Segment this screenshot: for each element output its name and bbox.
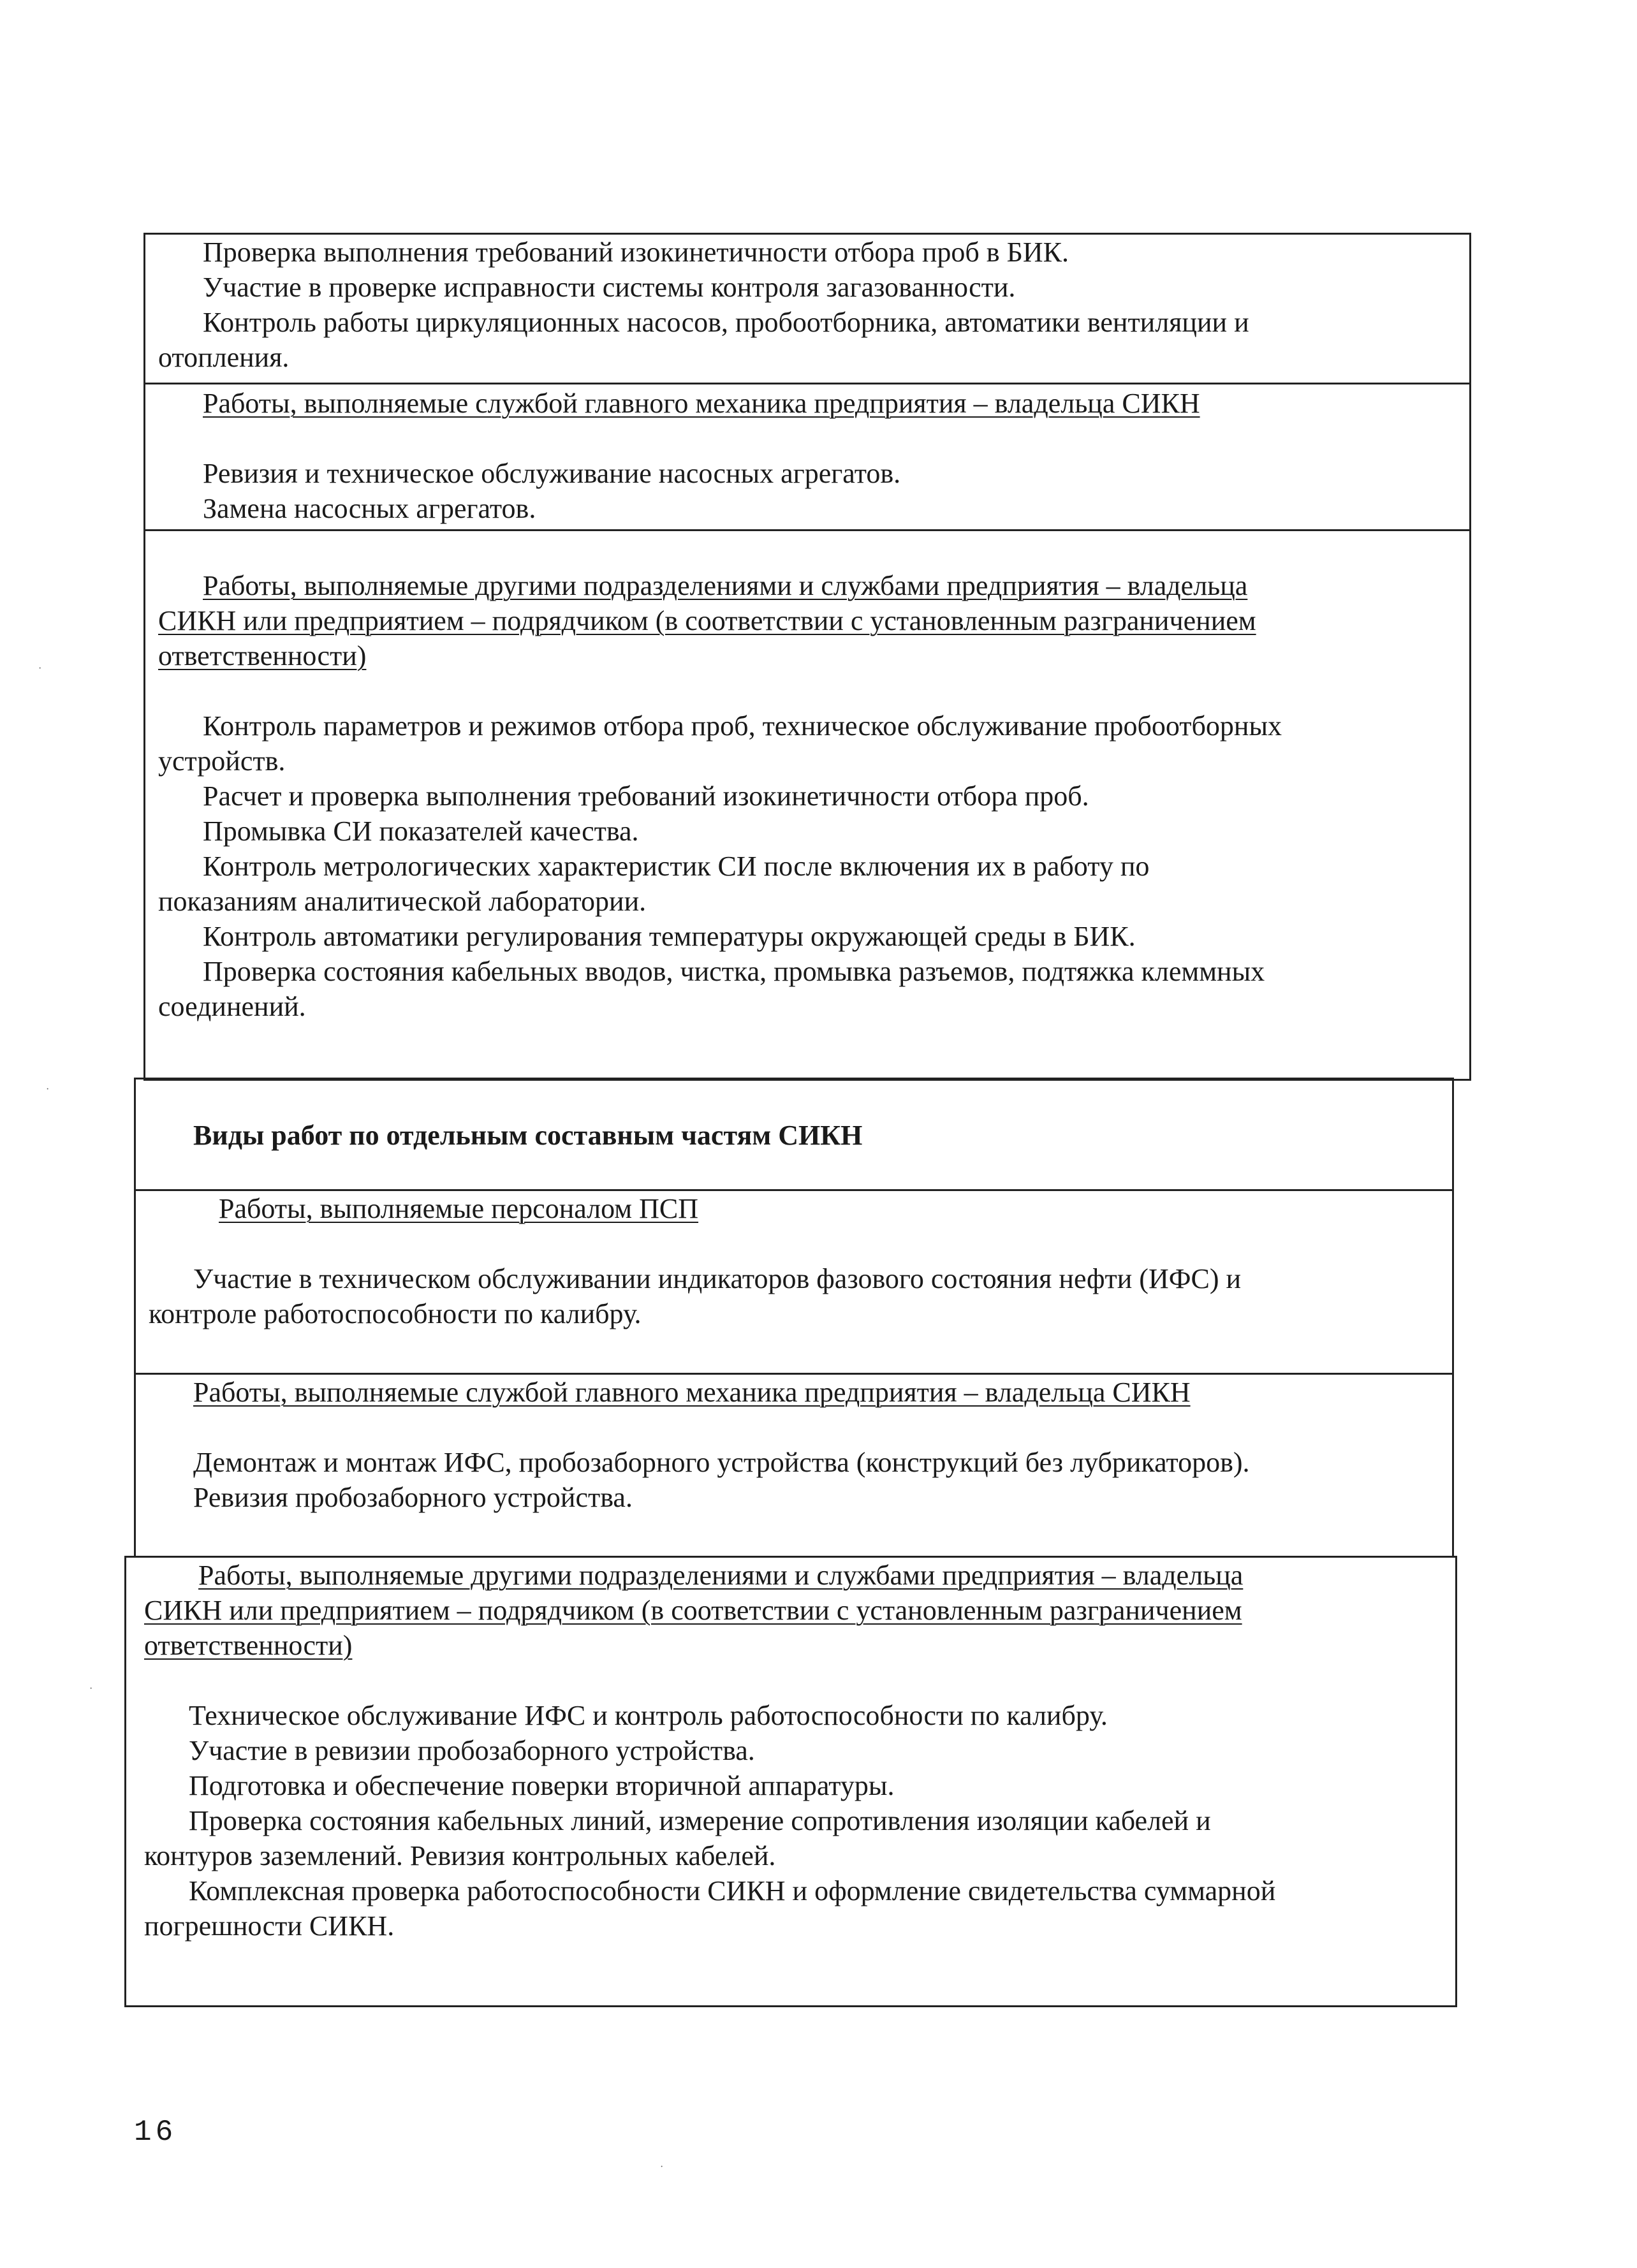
text-line: Контроль параметров и режимов отбора проб, техническое обслуживание пробоотборных [203,710,1282,742]
text-line: Расчет и проверка выполнения требований изокинетичности отбора проб. [203,780,1089,812]
text-line: Контроль автоматики регулирования температуры окружающей среды в БИК. [203,921,1136,952]
text-line: Проверка выполнения требований изокинетичности отбора проб в БИК. [203,237,1069,268]
table-cell [136,1375,1452,1558]
table-cell [145,531,1469,1081]
table-cell [145,235,1469,384]
text-line: соединений. [158,991,306,1022]
section-heading: Работы, выполняемые другими подразделениями и службами предприятия – владельца [203,570,1248,601]
section-heading: Работы, выполняемые службой главного механика предприятия – владельца СИКН [203,388,1200,419]
works-table-3 [124,1556,1457,2007]
table-cell [145,384,1469,531]
table-cell [136,1191,1452,1375]
works-table-2 [134,1078,1454,1558]
text-line: Проверка состояния кабельных линий, измерение сопротивления изоляции кабелей и [189,1805,1211,1836]
section-heading: ответственности) [158,640,367,671]
scan-speck: · [46,1084,50,1095]
text-line: устройств. [158,745,286,777]
text-line: отопления. [158,342,290,373]
text-line: контуров заземлений. Ревизия контрольных кабелей. [144,1840,776,1871]
text-line: Демонтаж и монтаж ИФС, пробозаборного устройства (конструкций без лубрикаторов). [193,1447,1250,1478]
table-cell [126,1558,1455,2007]
text-line: показаниям аналитической лаборатории. [158,886,647,917]
text-line: Проверка состояния кабельных вводов, чистка, промывка разъемов, подтяжка клеммных [203,956,1265,987]
text-line: Участие в техническом обслуживании индикаторов фазового состояния нефти (ИФС) и [193,1263,1242,1294]
table-cell [136,1079,1452,1191]
text-line: Ревизия пробозаборного устройства. [193,1482,633,1513]
section-heading: Работы, выполняемые другими подразделениями и службами предприятия – владельца [198,1560,1244,1591]
text-line: Промывка СИ показателей качества. [203,816,639,847]
text-line: Контроль работы циркуляционных насосов, пробоотборника, автоматики вентиляции и [203,307,1249,338]
text-line: Техническое обслуживание ИФС и контроль работоспособности по калибру. [189,1700,1108,1731]
text-line: Участие в проверке исправности системы контроля загазованности. [203,272,1016,303]
section-title: Виды работ по отдельным составным частям СИКН [193,1120,863,1151]
section-heading: СИКН или предприятием – подрядчиком (в соответствии с установленным разграничением [158,605,1256,636]
section-heading: ответственности) [144,1630,353,1661]
text-line: Контроль метрологических характеристик СИ после включения их в работу по [203,851,1150,882]
section-heading: СИКН или предприятием – подрядчиком (в соответствии с установленным разграничением [144,1595,1242,1626]
text-line: Подготовка и обеспечение поверки вторичной аппаратуры. [189,1770,895,1801]
section-heading: Работы, выполняемые персоналом ПСП [219,1193,699,1224]
text-line: Замена насосных агрегатов. [203,493,536,524]
works-table-1 [143,233,1471,1081]
page-number: 16 [134,2116,177,2149]
text-line: погрешности СИКН. [144,1910,395,1942]
text-line: Участие в ревизии пробозаборного устройства. [189,1735,755,1766]
scan-speck: · [89,1683,93,1694]
text-line: Ревизия и техническое обслуживание насосных агрегатов. [203,458,901,489]
scan-speck: · [38,663,42,674]
text-line: контроле работоспособности по калибру. [149,1298,642,1329]
text-line: Комплексная проверка работоспособности СИКН и оформление свидетельства суммарной [189,1875,1276,1906]
scan-speck: · [660,2162,664,2172]
section-heading: Работы, выполняемые службой главного механика предприятия – владельца СИКН [193,1377,1191,1408]
